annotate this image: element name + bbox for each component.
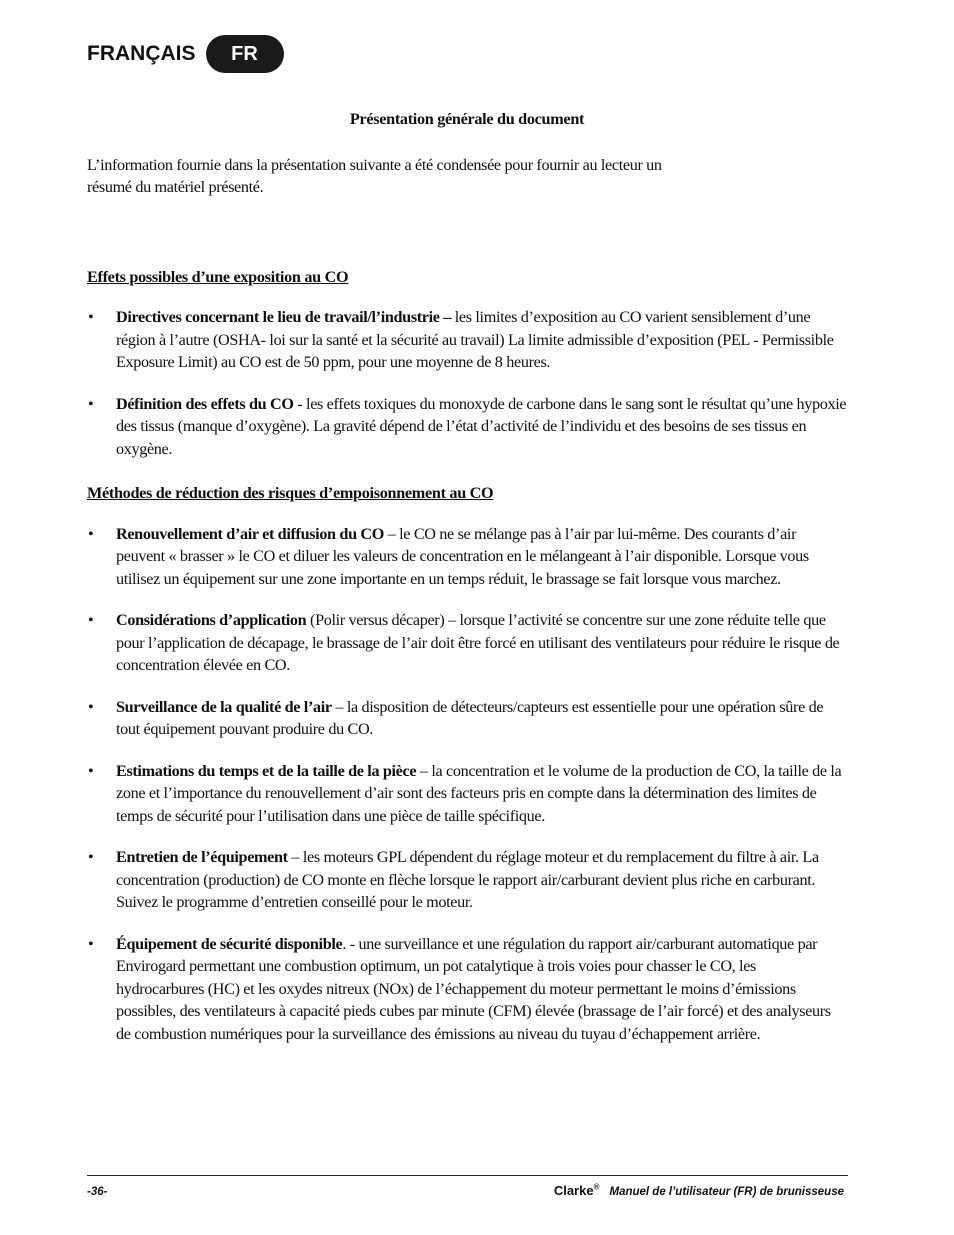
item-title: Estimations du temps et de la taille de la pièce bbox=[116, 761, 417, 780]
list-item bbox=[87, 760, 847, 828]
item-title: Entretien de l’équipement bbox=[116, 848, 288, 866]
bullet-icon: • bbox=[88, 524, 94, 543]
item-text: – la disposition de détecteurs/capteurs est essentielle pour une opération sûre de tout équipement pouvant produire du CO. bbox=[116, 697, 824, 738]
list-item bbox=[87, 696, 847, 741]
page-header bbox=[87, 35, 284, 73]
item-title: Considérations d’application bbox=[116, 611, 307, 629]
item-text: – les moteurs GPL dépendent du réglage moteur et du remplacement du filtre à air. La concentration (production) de CO monte en flèche lorsque le rapport air/carburant devient plus riche en carburant. Suivez le programme d’entretien conseillé pour le moteur. bbox=[116, 848, 819, 911]
bullet-icon: • bbox=[88, 761, 94, 780]
methods-list bbox=[87, 523, 847, 1046]
list-item bbox=[87, 933, 847, 1046]
brand-name bbox=[554, 1183, 600, 1198]
section-heading-effects: Effets possibles d’une exposition au CO bbox=[87, 267, 349, 286]
page-number: -36- bbox=[87, 1186, 108, 1199]
bullet-icon: • bbox=[88, 848, 94, 866]
bullet-icon: • bbox=[88, 611, 94, 629]
list-item bbox=[87, 523, 847, 591]
list-item bbox=[87, 609, 847, 677]
document-title: Présentation générale du document bbox=[349, 110, 585, 128]
brand-text: Clarke bbox=[553, 1183, 594, 1199]
registered-mark: ® bbox=[593, 1183, 600, 1192]
document-body bbox=[87, 108, 847, 1064]
list-item bbox=[87, 846, 847, 914]
item-text: - les effets toxiques du monoxyde de carbone dans le sang sont le résultat qu’une hypoxie des tissus (manque d’oxygène). La gravité dépend de l’état d’activité de l’individu et des besoins de ses tissus en oxygène. bbox=[116, 394, 847, 458]
manual-title: Manuel de l’utilisateur (FR) de brunisseuse bbox=[609, 1186, 844, 1199]
footer-divider bbox=[87, 1175, 848, 1176]
item-title: Équipement de sécurité disponible bbox=[116, 934, 343, 953]
item-text: – le CO ne se mélange pas à l’air par lui-même. Des courants d’air peuvent « brasser » le CO et diluer les valeurs de concentration en le mélangeant à l’air disponible. Lorsque vous utilisez un équipement sur une zone importante en un temps réduit, le brassage se fait lorsque vous marchez. bbox=[116, 524, 809, 588]
bullet-icon: • bbox=[88, 697, 94, 716]
item-title: Surveillance de la qualité de l’air bbox=[116, 697, 332, 716]
language-badge: FR bbox=[206, 35, 284, 73]
item-text: . - une surveillance et une régulation du rapport air/carburant automatique par Envirogard permettant une combustion optimum, un pot catalytique à trois voies pour chasser le CO, les hydrocarbures (HC) et les oxydes nitreux (NOx) de l’échappement du moteur permettant le moins d’émissions possibles, des ventilateurs à capacité pieds cubes par minute (CFM) élevée (brassage de l’air forcé) et des analyseurs de combustion numériques pour la surveillance des émissions au niveau du tuyau d’échappement arrière. bbox=[116, 934, 831, 1043]
bullet-icon: • bbox=[88, 394, 94, 413]
item-text: les limites d’exposition au CO varient sensiblement d’une région à l’autre (OSHA- loi sur la santé et la sécurité au travail) La limite admissible d’exposition (PEL - Permissible Exposure Limit) au CO est de 50 ppm, pour une moyenne de 8 heures. bbox=[116, 308, 834, 371]
item-title: Définition des effets du CO bbox=[116, 394, 294, 413]
footer-right bbox=[554, 1183, 844, 1198]
language-label: FRANÇAIS bbox=[87, 42, 196, 65]
bullet-icon: • bbox=[88, 934, 94, 953]
page-footer bbox=[87, 1183, 844, 1198]
item-title: Renouvellement d’air et diffusion du CO bbox=[116, 524, 384, 543]
item-text: (Polir versus décaper) – lorsque l’activité se concentre sur une zone réduite telle que pour l’application de décapage, le brassage de l’air doit être forcé en utilisant des ventilateurs pour réduire le risque de concentration élevée en CO. bbox=[116, 611, 840, 674]
bullet-icon: • bbox=[88, 308, 94, 326]
item-title: Directives concernant le lieu de travail/l’industrie – bbox=[116, 308, 452, 326]
item-text: – la concentration et le volume de la production de CO, la taille de la zone et l’importance du renouvellement d’air sont des facteurs pris en compte dans la détermination des limites de temps de sécurité pour l’utilisation dans une pièce de taille spécifique. bbox=[116, 761, 842, 825]
section-heading-methods: Méthodes de réduction des risques d’empoisonnement au CO bbox=[87, 484, 494, 502]
list-item bbox=[87, 306, 847, 374]
list-item bbox=[87, 393, 847, 461]
effects-list bbox=[87, 306, 847, 460]
intro-paragraph: L’information fournie dans la présentation suivante a été condensée pour fournir au lecteur un résumé du matériel présenté. bbox=[87, 155, 662, 196]
